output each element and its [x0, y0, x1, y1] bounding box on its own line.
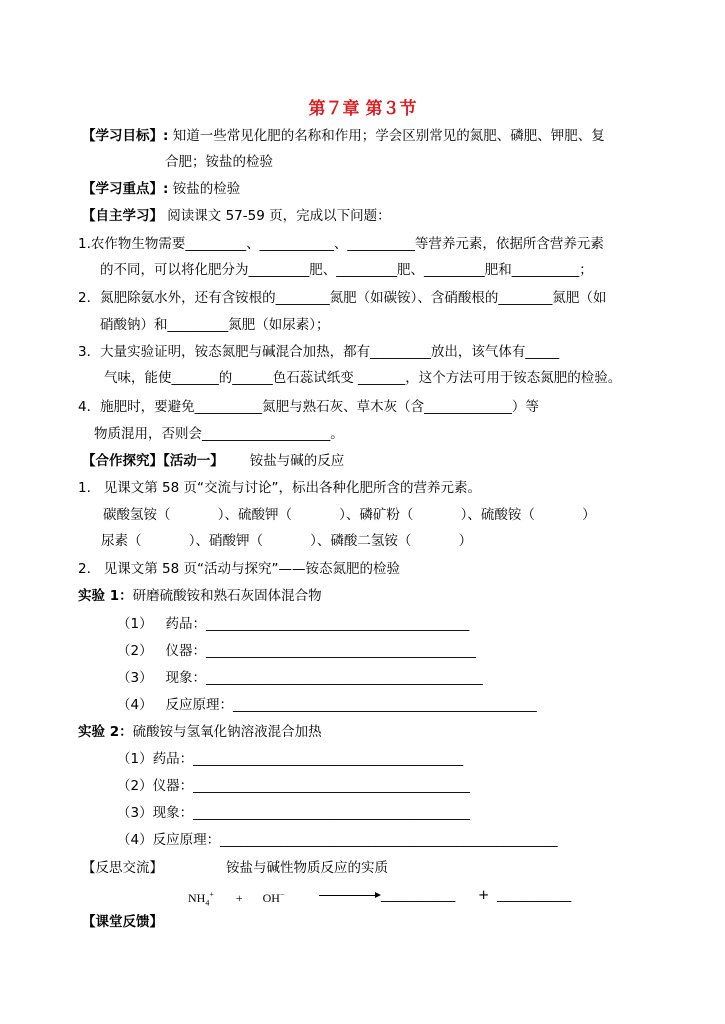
experiment-2-row: （1）药品：________________________________________	[117, 751, 464, 767]
activity-item-1: 1. 见课文第 58 页“交流与讨论”，标出各种化肥所含的营养元素。	[78, 480, 482, 496]
product-blank-2: ___________	[497, 887, 572, 903]
activity-line	[82, 452, 344, 470]
experiment-1-label: 实验 1：	[78, 588, 133, 604]
question-3a: 3．大量实验证明，铵态氮肥与碱混合加热，都有_________放出，该气体有_____	[78, 344, 560, 360]
experiment-2-row: （4）反应原理：__________________________________________________	[117, 832, 558, 848]
fertilizers-row-1: 碳酸氢铵（ ）、硫酸钾（ ）、磷矿粉（ ）、硫酸铵（ ）	[103, 507, 596, 523]
ammonium-ion: $NH_4^+$	[188, 890, 214, 908]
question-4b: 物质混用，否则会___________________。	[94, 426, 344, 442]
feedback-label: 【课堂反馈】	[82, 914, 163, 930]
plus-sign: +	[478, 887, 490, 903]
experiment-1-row: （1） 药品：_______________________________________	[117, 616, 470, 632]
plus-sign: +	[235, 891, 243, 905]
key-point-line	[82, 180, 240, 198]
activity-item-2: 2. 见课文第 58 页“活动与探究”——铵态氮肥的检验	[78, 561, 401, 577]
reflection-label: 【反思交流】	[82, 860, 163, 876]
experiment-2-title: 硫酸铵与氢氧化钠溶液混合加热	[132, 724, 322, 740]
self-study-intro: 阅读课文 57-59 页，完成以下问题：	[163, 208, 391, 224]
key-point-label: 【学习重点】:	[82, 181, 169, 197]
page-title: 第７章 第３节	[308, 99, 417, 119]
experiment-2-row: （3）现象：_________________________________________	[117, 805, 470, 821]
experiment-1-row: （3） 现象：_________________________________________	[117, 670, 483, 686]
experiment-1-row: （4） 反应原理：_____________________________________________	[117, 697, 537, 713]
experiment-2-row: （2）仪器：_________________________________________	[117, 778, 470, 794]
question-4a: 4．施肥时，要避免__________氮肥与熟石灰、草木灰（含_____________）等	[78, 399, 539, 415]
objectives-text-2: 合肥；铵盐的检验	[165, 154, 273, 170]
objectives-text-1: 知道一些常见化肥的名称和作用；学会区别常见的氮肥、磷肥、钾肥、复	[168, 128, 605, 144]
hydroxide-ion: OH−	[262, 890, 285, 905]
activity-label: 【合作探究】【活动一】	[82, 453, 224, 469]
reaction-arrow	[319, 895, 379, 896]
activity-title: 铵盐与碱的反应	[249, 453, 345, 469]
experiment-1-heading	[78, 587, 322, 605]
experiment-2-heading	[78, 723, 322, 741]
objectives-label: 【学习目标】:	[82, 128, 169, 144]
fertilizers-row-2: 尿素（ ）、硝酸钾（ ）、磷酸二氢铵（ ）	[101, 533, 473, 549]
experiment-1-row: （2） 仪器：________________________________________	[117, 643, 476, 659]
ionic-equation	[188, 886, 285, 912]
self-study-line	[82, 207, 391, 225]
reflection-text: 铵盐与碱性物质反应的实质	[226, 860, 388, 876]
question-2a: 2．氮肥除氨水外，还有含铵根的________氮肥（如碳铵）、含硝酸根的________氮肥（如	[78, 290, 607, 306]
objectives-line	[82, 127, 605, 145]
experiment-2-label: 实验 2：	[78, 724, 133, 740]
key-point-text: 铵盐的检验	[168, 181, 241, 197]
question-1a: 1.农作物生物需要_________、___________、__________等营养元素，依据所含营养元素	[78, 236, 604, 252]
experiment-1-title: 研磨硫酸铵和熟石灰固体混合物	[132, 588, 322, 604]
question-1b: 的不同，可以将化肥分为_________肥、_________肥、_________肥和__________；	[100, 262, 593, 278]
product-blank-1: ___________	[381, 887, 456, 903]
question-3b: 气味，能使_______的______色石蕊试纸变 _______，这个方法可用于铵态氮肥的检验。	[104, 370, 622, 386]
question-2b: 硝酸钠）和_________氮肥（如尿素）；	[100, 317, 330, 333]
self-study-label: 【自主学习】	[82, 208, 163, 224]
